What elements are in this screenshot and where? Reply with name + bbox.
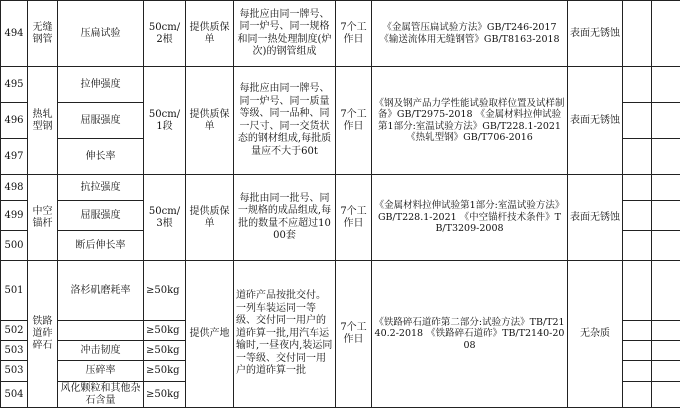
row-number: 494 [1,1,28,67]
row-number: 495 [1,67,28,103]
blank-cell [623,382,652,408]
batch-rule: 每批应由同一牌号、同一炉号、同一质量等级、同一品种、同一尺寸、同一交货状态的钢材组成,每批质量应不大于60t [234,67,336,175]
supply-requirement: 提供质保单 [186,175,234,261]
blank-cell [623,201,652,231]
blank-cell [623,321,652,341]
row-number: 497 [1,139,28,175]
sample-quantity: 50cm/1段 [144,67,186,175]
blank-cell [623,67,652,103]
product-name: 热轧型钢 [28,67,58,175]
sample-quantity: 50cm/3根 [144,175,186,261]
supply-requirement: 提供质保单 [186,67,234,175]
turnaround-time: 7个工作日 [336,1,372,67]
test-item: 洛杉矶磨耗率 [58,261,144,321]
sample-quantity: ≥50kg [144,382,186,408]
row-number: 499 [1,201,28,231]
blank-cell [652,231,680,261]
row-number: 502 [1,321,28,341]
turnaround-time: 7个工作日 [336,175,372,261]
test-item: 断后伸长率 [58,231,144,261]
blank-cell [652,103,680,139]
supply-requirement: 提供产地 [186,261,234,408]
row-number: 496 [1,103,28,139]
blank-cell [652,261,680,321]
sample-condition: 表面无锈蚀 [568,67,623,175]
sample-condition: 表面无锈蚀 [568,1,623,67]
test-standard: 《金属材料拉伸试验第1部分:室温试验方法》GB/T228.1-2021 《中空锚杆技术条件》TB/T3209-2008 [372,175,568,261]
sample-quantity: ≥50kg [144,261,186,321]
test-item: 屈服强度 [58,201,144,231]
blank-cell [652,201,680,231]
supply-requirement: 提供质保单 [186,1,234,67]
blank-cell [623,341,652,361]
sample-quantity: 50cm/2根 [144,1,186,67]
turnaround-time: 7个工作日 [336,261,372,408]
test-item: 拉伸强度 [58,67,144,103]
batch-rule: 道砟产品按批交付。一列车装运同一等级、交付同一用户的道砟算一批,用汽车运输时,一昼夜内,装运同一等级、交付同一用户的道砟算一批 [234,261,336,408]
blank-cell [652,139,680,175]
test-item: 风化颗粒和其他杂石含量 [58,382,144,408]
test-standard: 《金属管压扁试验方法》GB/T246-2017 《输送流体用无缝钢管》GB/T8163-2018 [372,1,568,67]
sample-condition: 无杂质 [568,261,623,408]
row-number: 498 [1,175,28,201]
blank-cell [623,361,652,382]
blank-cell [623,139,652,175]
test-item: 冲击韧度 [58,341,144,361]
blank-cell [652,1,680,67]
blank-cell [623,103,652,139]
sample-condition: 表面无锈蚀 [568,175,623,261]
batch-rule: 每批由同一批号、同一规格的成品组成,每批的数量不应超过1000套 [234,175,336,261]
blank-cell [652,382,680,408]
test-standard: 《钢及钢产品力学性能试验取样位置及试样制备》GB/T2975-2018 《金属材料拉伸试验第1部分:室温试验方法》GB/T228.1-2021 《热轧型钢》GB/T706-2016 [372,67,568,175]
row-number: 504 [1,382,28,408]
test-standard: 《铁路碎石道砟第二部分:试验方法》TB/T2140.2-2018 《铁路碎石道砟》TB/T2140-2008 [372,261,568,408]
blank-cell [623,175,652,201]
row-number: 501 [1,261,28,321]
row-number: 503 [1,361,28,382]
product-name: 铁路道砟碎石 [28,261,58,408]
test-item: 压碎率 [58,361,144,382]
test-item: 屈服强度 [58,103,144,139]
row-number: 503 [1,341,28,361]
blank-cell [652,175,680,201]
turnaround-time: 7个工作日 [336,67,372,175]
sample-quantity: ≥50kg [144,361,186,382]
sample-quantity: ≥50kg [144,341,186,361]
test-item [58,321,144,341]
product-name: 无缝钢管 [28,1,58,67]
blank-cell [623,1,652,67]
blank-cell [652,361,680,382]
row-number: 500 [1,231,28,261]
blank-cell [623,261,652,321]
batch-rule: 每批应由同一牌号、同一炉号、同一规格和同一热处理制度(炉次)的钢管组成 [234,1,336,67]
blank-cell [652,321,680,341]
test-item: 抗拉强度 [58,175,144,201]
test-item: 压扁试验 [58,1,144,67]
test-item: 伸长率 [58,139,144,175]
product-name: 中空锚杆 [28,175,58,261]
blank-cell [623,231,652,261]
sample-quantity: ≥50kg [144,321,186,341]
blank-cell [652,341,680,361]
blank-cell [652,67,680,103]
